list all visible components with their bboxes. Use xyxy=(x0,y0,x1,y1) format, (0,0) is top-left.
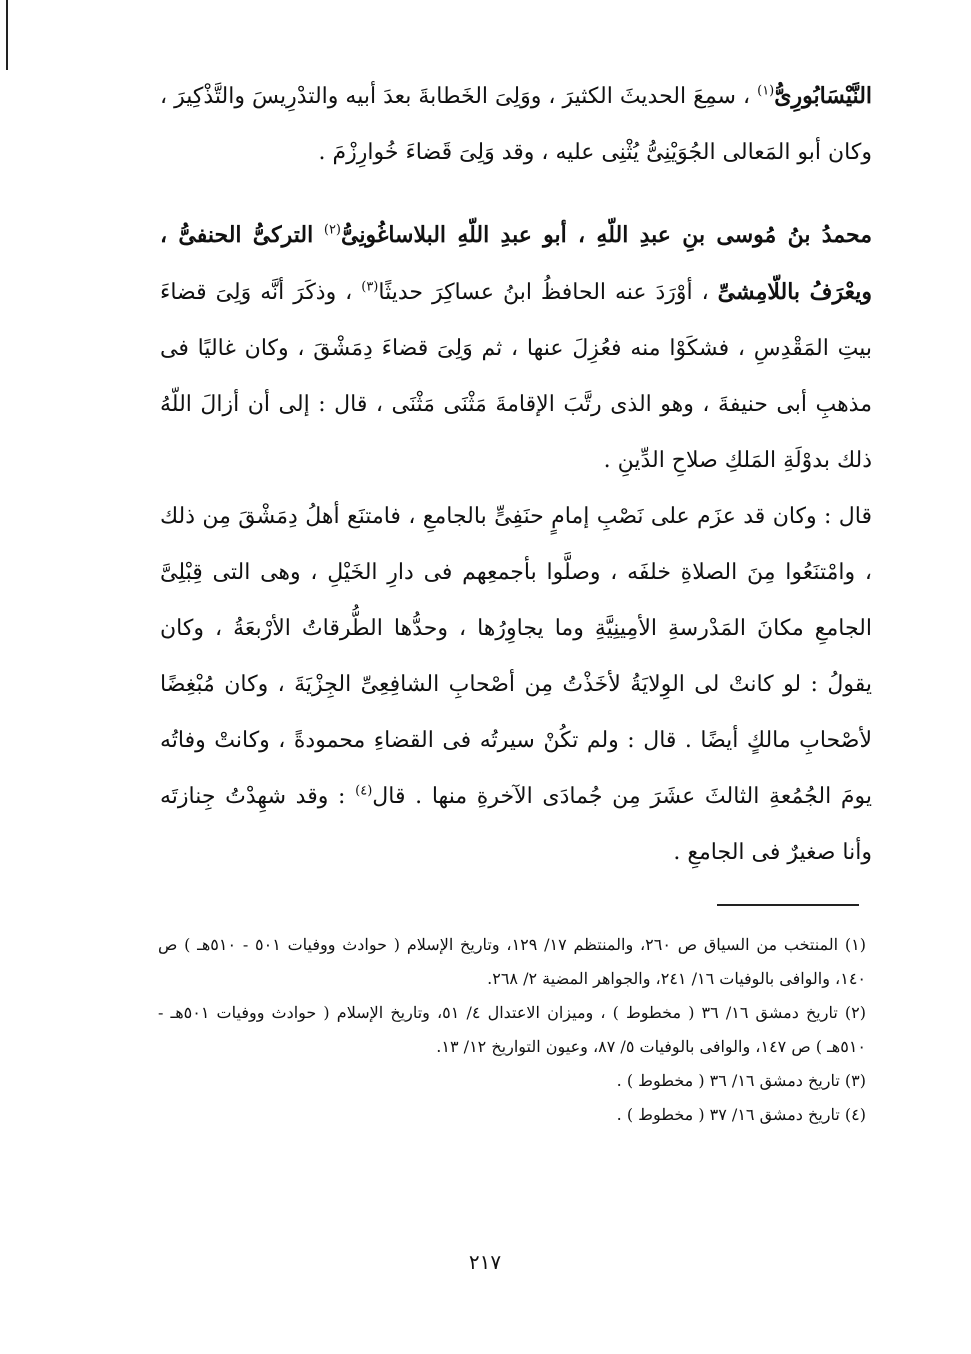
footnote: (٣) تاريخ دمشق ١٦/ ٣٦ ( مخطوط ) . xyxy=(616,1071,866,1090)
entry-name: النَّيْسَابُورِىُّ xyxy=(774,83,873,109)
page-edge-line xyxy=(6,0,8,70)
entry-text: ، سمِعَ الحديثَ الكثيرَ ، ووَلِىَ الخَطابةَ بعدَ أبيه والتدْرِيسَ والتَّذْكِيرَ ، وكان أبو المَعالى الجُوَيْنِىُّ يُثْنِى عليه ، وقد وَلِىَ قَضاءَ خُوارِزْمَ . xyxy=(160,84,872,165)
footnote-ref: (١) xyxy=(757,83,775,99)
paragraph-text: قال : وكان قد عزَم على نَصْبِ إمامٍ حنَفِىٍّ بالجامعِ ، فامتنَع أهلُ دِمَشْقَ مِن ذلك ، وامْتنَعُوا مِنَ الصلاةِ خلفَه ، وصلَّوا بأجمعِهم فى دارِ الخَيْلِ ، وهى التى قِبْلِىَّ الجامعِ مكانَ المَدْرسةِ الأمِينِيَّةِ وما يجاوِرُها ، وحدُّها الطُّرقاتُ الأرْبعَةُ ، وكان يقولُ : لو كانتْ لى الوِلايَةُ لأخَذْتُ مِن أصْحابِ الشافِعِىِّ الجِزْيَةَ ، وكان مُبْغِضًا لأصْحابِ مالكٍ أيضًا . قال : ولم تكُنْ سيرتُه فى القضاءِ محمودةً ، وكانتْ وفاتُه يومَ الجُمُعةِ الثالثَ عشَرَ مِن جُمادَى الآخرةِ منها . قال xyxy=(160,504,872,809)
entry-text: ، أوْرَدَ عنه الحافظُ ابنُ عساكِرَ حديثًا xyxy=(378,280,709,305)
entry-name: محمدُ بنُ مُوسى بنِ عبدِ اللّهِ ، أبو عبدِ اللّهِ البلاساغُونِىُّ xyxy=(341,222,873,248)
footnote: (٤) تاريخ دمشق ١٦/ ٣٧ ( مخطوط ) . xyxy=(616,1105,866,1124)
footnote-separator xyxy=(717,904,859,906)
entry-name-continued: التركىُّ الحنفىُّ ، ويعْرَفُ باللّامِشىِّ xyxy=(160,222,872,305)
paragraph-text: : وقد شهِدْتُ جِنازتَه وأنا صغيرٌ فى الجامعِ . xyxy=(160,784,872,865)
footnotes xyxy=(158,928,866,1132)
footnote-ref: (٢) xyxy=(323,222,341,238)
footnote-ref: (٤) xyxy=(355,783,373,799)
footnote: (٢) تاريخ دمشق ١٦/ ٣٦ ( مخطوط ) ، وميزان الاعتدال ٤/ ٥١، وتاريخ الإسلام ( حوادث ووفيات ٥٠١هـ - ٥١٠هـ ) ص ١٤٧، والوافى بالوفيات ٥/ ٨٧، وعيون التواريخ ١٢/ ١٣. xyxy=(158,1003,867,1056)
entry-text: ، وذكَرَ أنَّه وَلِىَ قضاءَ بيتِ المَقْدِسِ ، فشكَوْا منه فعُزِلَ عنها ، ثم وَلِىَ قضاءَ دِمَشْقَ ، وكان غاليًا فى مذهبِ أبى حنيفةَ ، وهو الذى رتَّبَ الإقامةَ مَثْنَى مَثْنَى ، قال : إلى أن أزالَ اللّهُ ذلك بدوْلَةِ المَلكِ صلاحِ الدِّينِ . xyxy=(160,280,872,473)
footnote: (١) المنتخب من السياق ص ٢٦٠، والمنتظم ١٧/ ١٢٩، وتاريخ الإسلام ( حوادث ووفيات ٥٠١ - ٥١٠هـ ) ص ١٤٠، والوافى بالوفيات ١٦/ ٢٤١، والجواهر المضية ٢/ ٢٦٨. xyxy=(158,935,866,988)
footnote-ref: (٣) xyxy=(361,279,379,295)
body-paragraph-3 xyxy=(160,489,872,881)
entry-paragraph-1 xyxy=(160,68,872,181)
page-number: ٢١٧ xyxy=(468,1250,502,1274)
entry-paragraph-2 xyxy=(160,207,872,489)
